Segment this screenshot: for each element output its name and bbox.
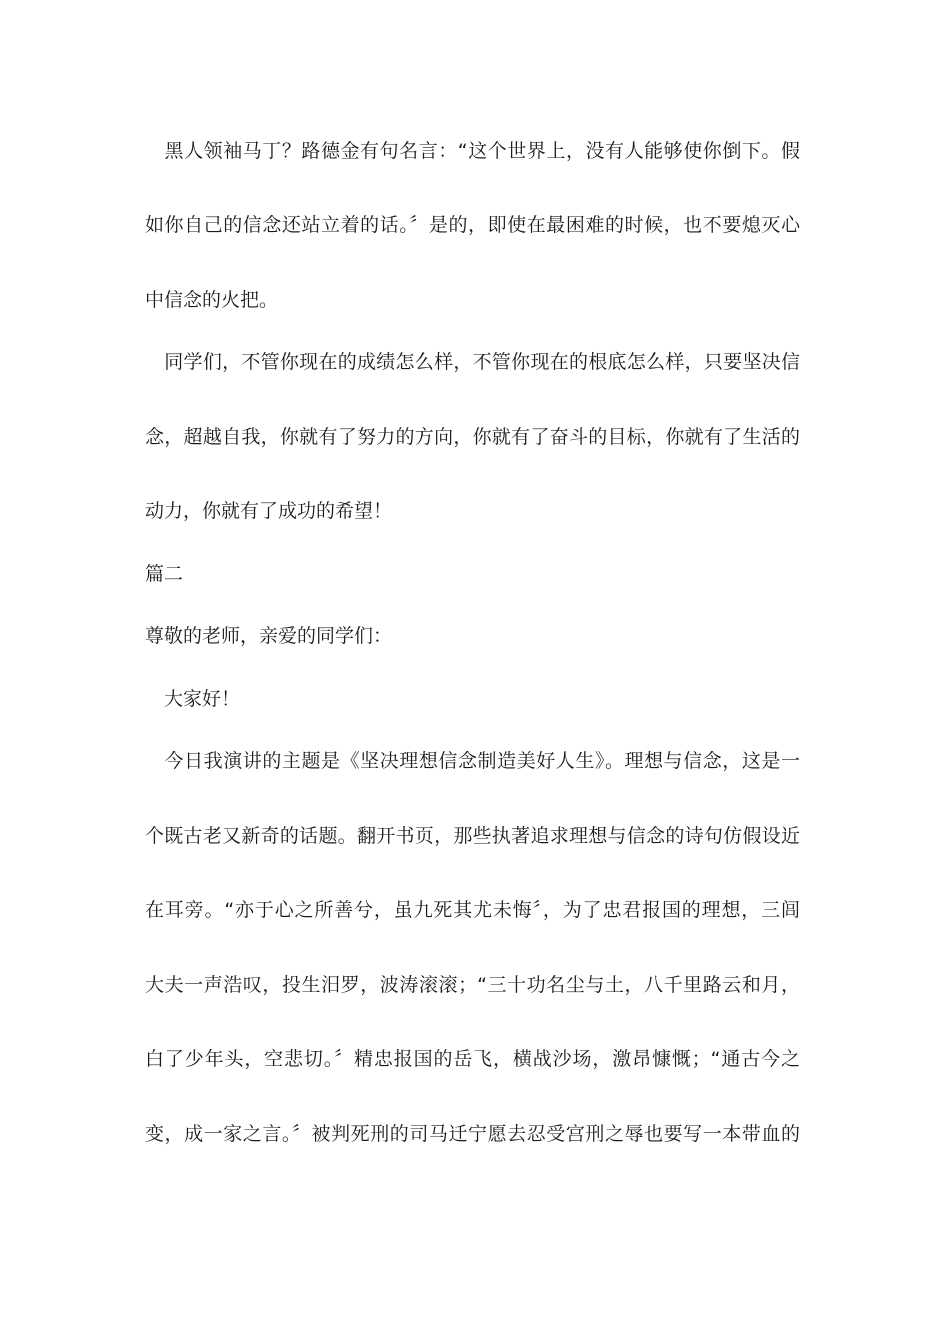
paragraph-1-line-1: 黑人领袖马丁？路德金有句名言：“这个世界上，没有人能够使你倒下。假 — [145, 140, 800, 162]
paragraph-3-line-5: 白了少年头，空悲切。〞精忠报国的岳飞，横战沙场，激昂慷慨；“通古今之 — [145, 1048, 800, 1070]
paragraph-2-line-1: 同学们，不管你现在的成绩怎么样，不管你现在的根底怎么样，只要坚决信 — [145, 351, 800, 373]
greeting: 大家好！ — [145, 688, 241, 710]
paragraph-3-line-1: 今日我演讲的主题是《坚决理想信念制造美好人生》。理想与信念，这是一 — [145, 750, 800, 772]
paragraph-2-line-2: 念，超越自我，你就有了努力的方向，你就有了奋斗的目标，你就有了生活的 — [145, 426, 800, 448]
paragraph-1-line-3: 中信念的火把。 — [145, 289, 279, 311]
paragraph-3-line-2: 个既古老又新奇的话题。翻开书页，那些执著追求理想与信念的诗句仿假设近 — [145, 825, 800, 847]
section-heading: 篇二 — [145, 563, 184, 585]
salutation: 尊敬的老师，亲爱的同学们： — [145, 625, 393, 647]
paragraph-3-line-6: 变，成一家之言。〞被判死刑的司马迁宁愿去忍受宫刑之辱也要写一本带血的 — [145, 1123, 800, 1145]
paragraph-3-line-4: 大夫一声浩叹，投生汨罗，波涛滚滚；“三十功名尘与土，八千里路云和月， — [145, 974, 800, 996]
paragraph-1-line-2: 如你自己的信念还站立着的话。〞是的，即使在最困难的时候，也不要熄灭心 — [145, 214, 800, 236]
paragraph-3-line-3: 在耳旁。“亦于心之所善兮，虽九死其尤未悔〞，为了忠君报国的理想，三闾 — [145, 899, 800, 921]
paragraph-2-line-3: 动力，你就有了成功的希望！ — [145, 500, 393, 522]
